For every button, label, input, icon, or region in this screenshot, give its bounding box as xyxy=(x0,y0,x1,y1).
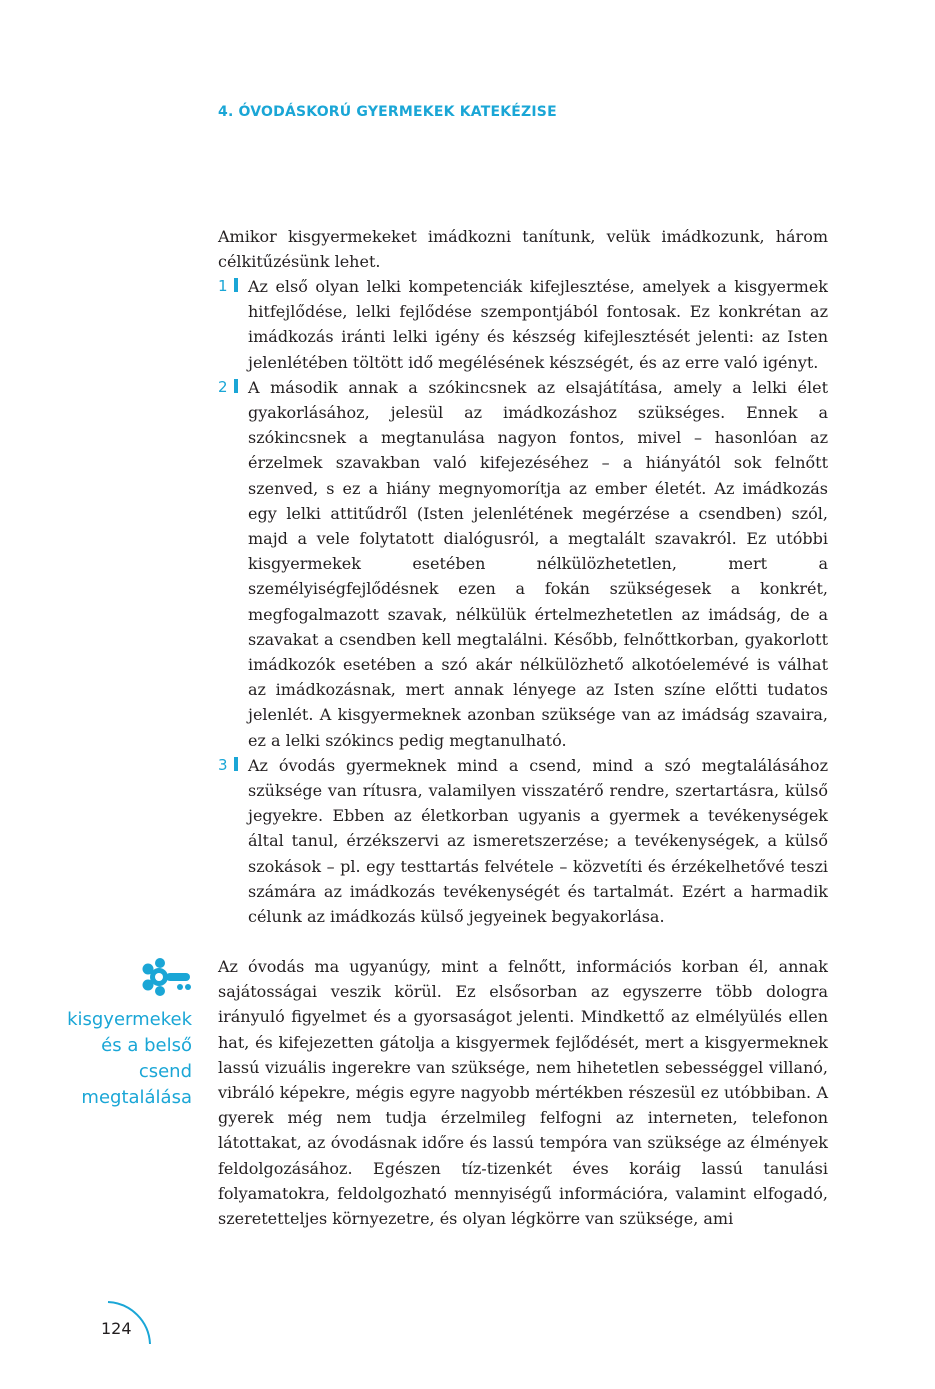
running-header: 4. ÓVODÁSKORÚ GYERMEKEK KATEKÉZISE xyxy=(218,104,557,120)
list-item-text: Az óvodás gyermeknek mind a csend, mind a szó megtalálásához szüksége van rítusra, valamilyen visszatérő rendre, szertartásra, külső jegyekre. Ebben az életkorban ugyanis a gyermek a tevékenységek által tanul, érzékszervi az ismeretszerzése; a tevékenységek, a külső szokások – pl. egy testtartás felvétele – közvetíti és érzékelhetővé teszi számára az imádkozás tevékenységét és tartalmát. Ezért a harmadik célunk az imádkozás külső jegyeinek begyakorlása. xyxy=(248,755,828,927)
intro-paragraph: Amikor kisgyermekeket imádkozni tanítunk, velük imádkozunk, három célkitűzésünk lehet. xyxy=(218,227,828,272)
list-item-text: Az első olyan lelki kompetenciák kifejlesztése, amelyek a kisgyermek hitfejlődése, lelki fejlődése szempontjából fontosak. Ez konkrétan az imádkozás iránti lelki igény és készség kifejlesztését jelenti: az Isten jelenlétében töltött idő megélésének készségét, és az erre való igényt. xyxy=(248,277,828,372)
list-item-text: A második annak a szókincsnek az elsajátítása, amely a lelki élet gyakorlásához, jelesül az imádkozáshoz szükséges. Ennek a szókincsnek a megtanulása nagyon fontos, mivel – hasonlóan az érzelmek szavakban való kifejezéséhez – a hiányától sok felnőtt szenved, s ez a hiány megnyomorítja az ember életét. Az imádkozás egy lelki attitűdről (Isten jelenlétének megérzése a csendben) szól, majd a vele folytatott dialógusról, a megtalált szavakról. Ez utóbbi kisgyermekek esetében nélkülözhetetlen, mert a személyiségfejlődésnek ezen a fokán szükségesek a konkrét, megfogalmazott szavak, nélkülük értelmezhetetlen az imádság, de a szavakat a csendben kell megtalálni. Később, felnőttkorban, gyakorlott imádkozók esetében a szó akár nélkülözhető alkotóelemévé is válhat az imádkozásnak, mert annak lényege az Isten színe előtti tudatos jelenlét. A kisgyermeknek azonban szüksége van az imádság szavaira, ez a lelki szókincs pedig megtanulható. xyxy=(248,377,828,750)
list-number: 1 xyxy=(218,274,238,299)
page-number: 124 xyxy=(101,1319,132,1338)
list-number: 3 xyxy=(218,753,238,778)
sidebar-title-line: megtalálása xyxy=(81,1087,192,1108)
sidebar-title-line: kisgyermekek xyxy=(67,1009,192,1030)
list-item xyxy=(218,274,828,375)
list-item xyxy=(218,753,828,929)
sidebar-title xyxy=(22,1007,192,1111)
sidebar-title-line: és a belső xyxy=(101,1035,192,1056)
sidebar-title-line: csend xyxy=(138,1061,192,1082)
goals-list xyxy=(218,274,828,929)
key-icon xyxy=(140,958,194,998)
list-item xyxy=(218,375,828,753)
list-number: 2 xyxy=(218,375,238,400)
body-paragraph: Az óvodás ma ugyanúgy, mint a felnőtt, információs korban él, annak sajátosságai veszik körül. Ez elsősorban az egyszerre több dologra irányuló figyelmet és a gyorsaságot jelenti. Mindkettő az elmélyülés ellen hat, és kifejezetten gátolja a kisgyermek fejlődését, mert a kisgyermeknek lassú vizuális ingerekre van szüksége, nem hihetetlen sebességgel villanó, vibráló képekre, mégis egyre nagyobb mértékben részesül ez utóbbiban. A gyerek még nem tudja érzelmileg felfogni az interneten, telefonon látottakat, az óvodásnak időre és lassú tempóra van szüksége az élmények feldolgozásához. Egészen tíz-tizenkét éves koráig lassú tanulási folyamatokra, feldolgozható mennyiségű információra, valamint elfogadó, szeretetteljes környezetre, és olyan légkörre van szüksége, ami xyxy=(218,957,828,1229)
